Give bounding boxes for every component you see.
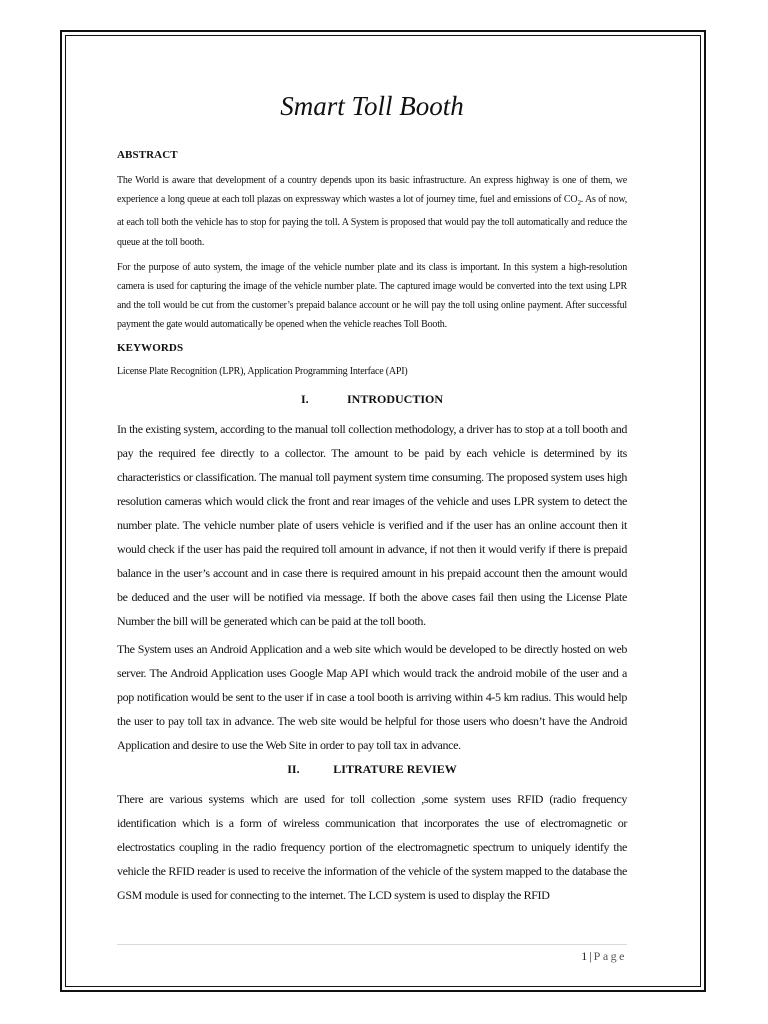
page-number: 1 — [581, 949, 588, 963]
footer-divider — [117, 944, 627, 945]
introduction-number: I. — [300, 391, 309, 406]
keywords-heading: KEYWORDS — [117, 341, 184, 354]
footer-separator: | — [589, 949, 592, 963]
literature-paragraph-1: There are various systems which are used for toll collection ,some system uses RFID (radio frequency identification which is a form of wireless communication that incorporates the use of electromagnetic or electrostatics coupling in the radio frequency portion of the electromagnetic spectrum to uniquely identify the vehicle the RFID reader is used to receive the information of the vehicle of the system mapped to the database the GSM module is used for connecting to the internet. The LCD system is used to display the RFID — [117, 791, 627, 902]
abstract-heading: ABSTRACT — [117, 149, 178, 161]
abstract-paragraph-2: For the purpose of auto system, the image of the vehicle number plate and its class is important. In this system a high-resolution camera is used for capturing the image of the vehicle number plate. The captured image would be converted into the text using LPR and the toll would be cut from the customer’s prepaid balance account or he will pay the toll using online payment. After successful payment the gate would automatically be opened when the vehicle reaches Toll Booth. — [117, 261, 627, 331]
abstract-p1-text: The World is aware that development of a country depends upon its basic infrastructure. An express highway is one of them, we experience a long queue at each toll plazas on expressway which wastes a lot of journey time, fuel and emissions of CO — [117, 175, 627, 206]
introduction-title: INTRODUCTION — [346, 391, 443, 406]
introduction-paragraph-1: In the existing system, according to the manual toll collection methodology, a driver has to stop at a toll booth and pay the required fee directly to a collector. The amount to be paid by each vehicle is determined by its characteristics or classification. The manual toll payment system time consuming. The proposed system uses high resolution cameras which would click the front and rear images of the vehicle and uses LPR system to detect the number plate. The vehicle number plate of users vehicle is verified and if the user has an online account then it would check if the user has paid the required toll amount in advance, if not then it would verify if there is prepaid balance in the user’s account and in case there is required amount in his prepaid account then the amount would be deduced and the user will be notified via message. If both the above cases fail then using the License Plate Number the bill will be generated which can be paid at the toll booth. — [117, 421, 627, 628]
introduction-paragraph-2: The System uses an Android Application and a web site which would be developed to be directly hosted on web server. The Android Application uses Google Map API which would track the android mobile of the user and a pop notification would be sent to the user if in case a tool booth is arriving within 4-5 km radius. This would help the user to pay toll tax in advance. The web site would be helpful for those users who doesn’t have the Android Application and desire to use the Web Site in order to pay toll tax in advance. — [117, 641, 627, 752]
page-label: Page — [593, 949, 627, 963]
keywords-text: License Plate Recognition (LPR), Application Programming Interface (API) — [117, 365, 408, 377]
abstract-paragraph-1 — [117, 171, 627, 252]
literature-title: LITRATURE REVIEW — [333, 761, 457, 776]
co2-subscript: 2 — [577, 199, 581, 208]
literature-heading — [117, 761, 627, 777]
introduction-heading — [117, 391, 627, 407]
document-title: Smart Toll Booth — [280, 91, 464, 121]
abstract-p1-rest: . As of now, at each toll both the vehicle has to stop for paying the toll. A System is proposed that would pay the toll automatically and reduce the queue at the toll booth. — [117, 194, 627, 248]
page-footer — [117, 948, 627, 964]
literature-number: II. — [287, 761, 300, 776]
document-body — [117, 86, 627, 911]
